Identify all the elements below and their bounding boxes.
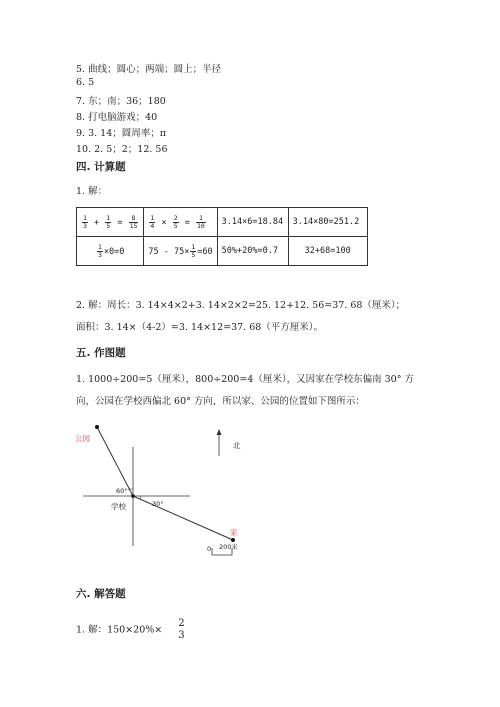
scale-zero-label: 0 <box>207 545 212 553</box>
answer-line-7: 7. 东；南；36；180 <box>76 96 166 107</box>
fraction-two-thirds: 2 3 <box>178 618 185 641</box>
table-cell: $\frac{1}{3}$ + $\frac{1}{5}$ = $\frac{8}{15}$ <box>77 208 144 237</box>
home-label: 家 <box>230 528 238 537</box>
answer-line-9: 9. 3. 14；圆周率；π <box>76 128 166 139</box>
section-heading-calculation: 四. 计算题 <box>76 161 126 173</box>
angle-arc-30 <box>140 496 141 499</box>
answer-line-10: 10. 2. 5；2；12. 56 <box>76 144 168 155</box>
home-direction-line <box>133 496 233 540</box>
answer-line-6: 6. 5 <box>76 77 95 88</box>
park-direction-line <box>97 427 133 496</box>
section-heading-drawing: 五. 作图题 <box>76 347 126 359</box>
school-point <box>131 494 135 498</box>
school-label: 学校 <box>111 502 126 511</box>
scale-distance-label: 200米 <box>219 543 238 551</box>
table-cell: $\frac{1}{3}$ ×0=0 <box>77 237 144 266</box>
drawing-explanation-line-1: 1. 1000÷200=5（厘米），800÷200=4（厘米），又因家在学校东偏南 30° 方 <box>76 374 414 385</box>
table-cell: 75 - 75× $\frac{1}{5}$ =60 <box>144 237 217 266</box>
table-cell: 50%+20%=0.7 <box>217 237 288 266</box>
angle-arc-60 <box>128 489 133 490</box>
question-2-line-1: 2. 解：周长：3. 14×4×2+3. 14×2×2=25. 12+12. 56=37. 68（厘米）； <box>76 300 406 311</box>
question-label-1: 1. 解： <box>76 186 108 197</box>
answer-line-8: 8. 打电脑游戏；40 <box>76 112 158 123</box>
table-cell: 3.14×80=251.2 <box>288 208 367 237</box>
table-cell: 3.14×6=18.84 <box>217 208 288 237</box>
park-label: 公园 <box>75 434 90 443</box>
north-arrow-icon <box>217 429 222 435</box>
table-cell: $\frac{1}{4}$ × $\frac{2}{5}$ = $\frac{1}{10}$ <box>144 208 217 237</box>
solution-expression: 1. 解：150×20%× <box>76 624 163 636</box>
table-cell: 32+68=100 <box>288 237 367 266</box>
home-point <box>231 538 235 542</box>
park-point <box>95 425 99 429</box>
angle-label-60: 60° <box>116 487 128 495</box>
question-2-line-2: 面积：3. 14×（4-2）=3. 14×12=37. 68（平方厘米）。 <box>76 322 324 333</box>
answer-line-5: 5. 曲线；圆心；两端；圆上；半径 <box>76 64 222 75</box>
angle-label-30: 30° <box>152 500 164 508</box>
solution-question-1 <box>76 618 187 642</box>
drawing-explanation-line-2: 向，公园在学校西偏北 60° 方向，所以家、公园的位置如下图所示： <box>76 396 365 407</box>
section-heading-solution: 六. 解答题 <box>76 588 126 600</box>
north-label: 北 <box>233 441 241 450</box>
